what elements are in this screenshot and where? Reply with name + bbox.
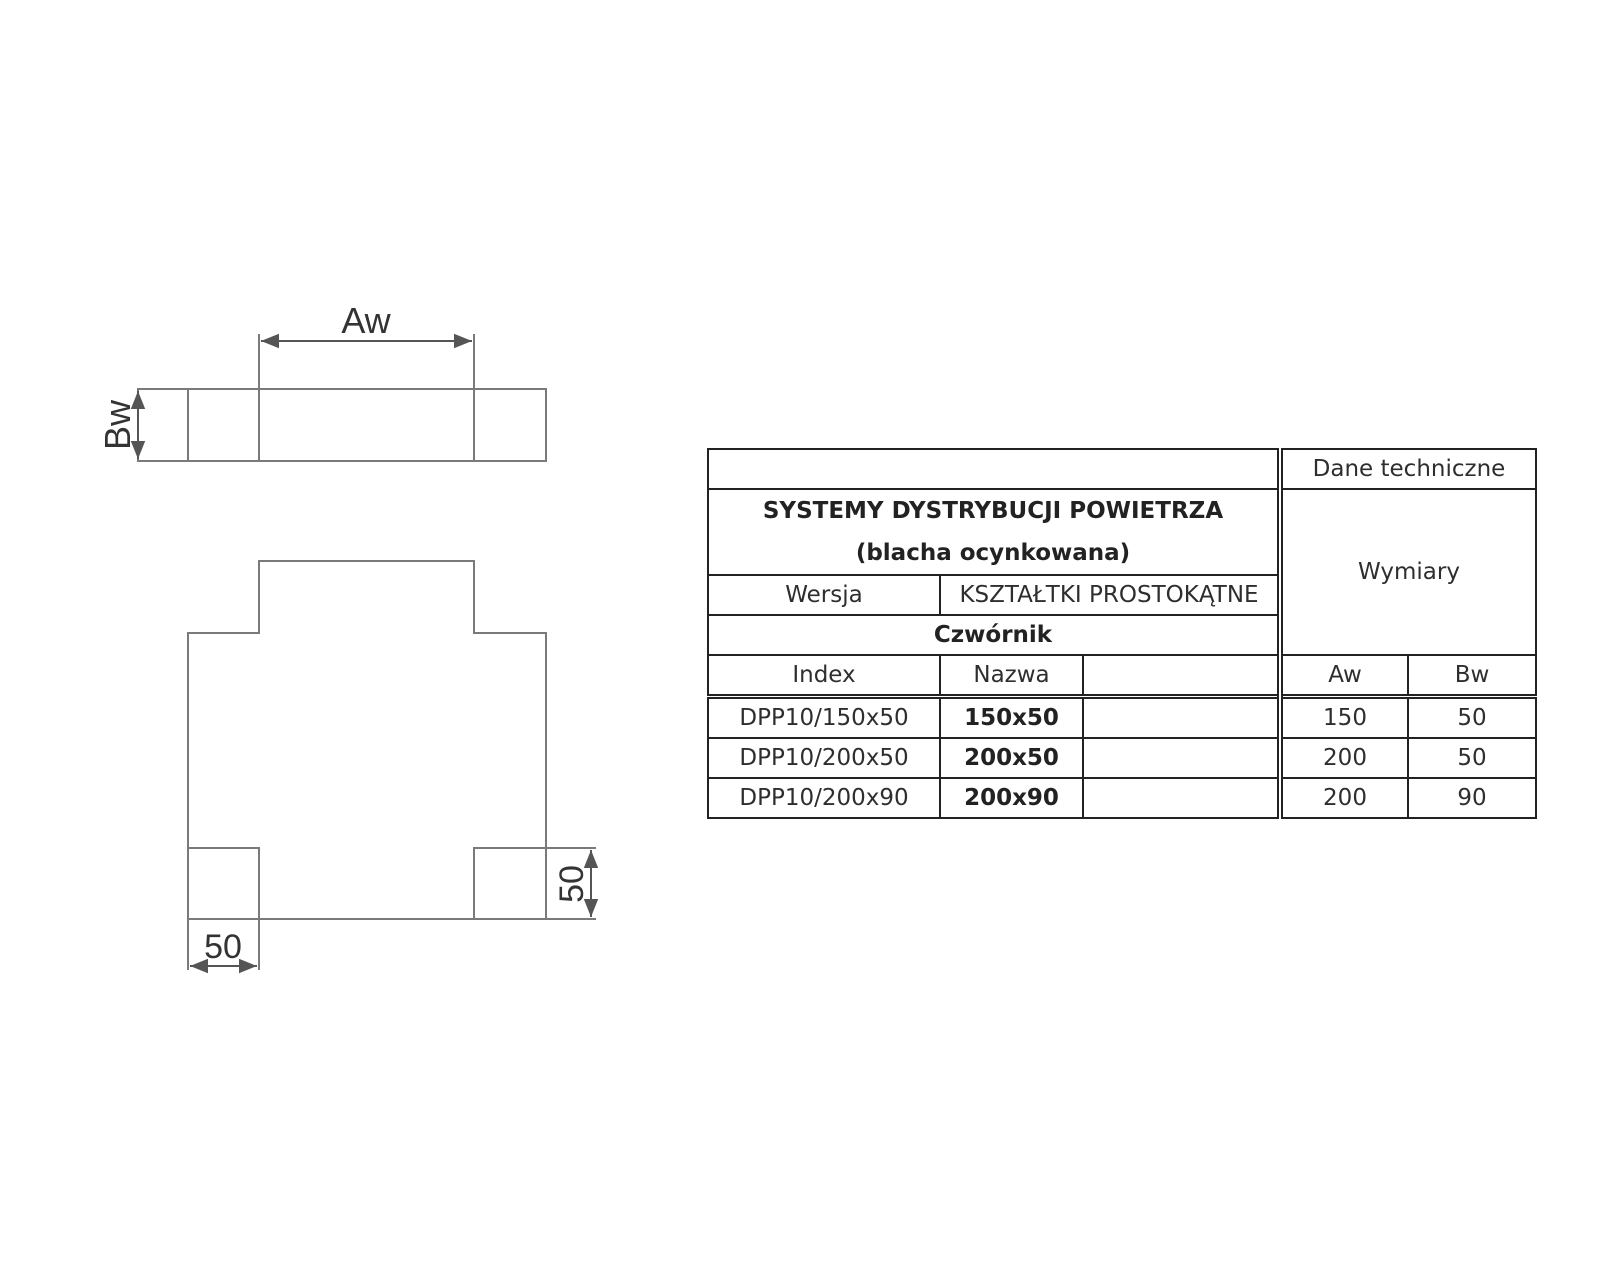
row-empty: [1083, 738, 1280, 778]
row-bw: 50: [1408, 697, 1536, 739]
row-index: DPP10/200x90: [708, 778, 940, 818]
front-view-outline: [188, 561, 546, 919]
row-index: DPP10/150x50: [708, 697, 940, 739]
column-header-empty: [1083, 655, 1280, 697]
system-title-line2: (blacha ocynkowana): [855, 540, 1131, 566]
bw-dimension-label: Bw: [97, 399, 138, 451]
row-aw: 200: [1280, 778, 1408, 818]
dimensions-label: Wymiary: [1280, 489, 1536, 655]
table-row: [708, 697, 1536, 739]
column-header-bw: Bw: [1408, 655, 1536, 697]
column-header-name: Nazwa: [940, 655, 1083, 697]
row-name: 200x50: [940, 738, 1083, 778]
row-empty: [1083, 697, 1280, 739]
version-label: Wersja: [708, 575, 940, 615]
empty-header-cell: [708, 449, 1280, 489]
table-title-row: [708, 489, 1536, 575]
top-view: [138, 334, 546, 461]
row-aw: 200: [1280, 738, 1408, 778]
row-bw: 50: [1408, 738, 1536, 778]
bottom-dimension-label: 50: [204, 928, 242, 966]
aw-dimension-label: Aw: [341, 300, 391, 341]
product-name: Czwórnik: [708, 615, 1280, 655]
column-header-row: [708, 655, 1536, 697]
table-row: [708, 738, 1536, 778]
row-aw: 150: [1280, 697, 1408, 739]
row-empty: [1083, 778, 1280, 818]
specification-table: [707, 448, 1537, 819]
row-bw: 90: [1408, 778, 1536, 818]
system-title: [708, 489, 1280, 575]
table-header-row: [708, 449, 1536, 489]
table-row: [708, 778, 1536, 818]
front-view-bottom-stub: [188, 848, 546, 919]
version-value: KSZTAŁTKI PROSTOKĄTNE: [940, 575, 1280, 615]
row-name: 200x90: [940, 778, 1083, 818]
row-name: 150x50: [940, 697, 1083, 739]
row-index: DPP10/200x50: [708, 738, 940, 778]
tech-data-header: Dane techniczne: [1280, 449, 1536, 489]
front-view: [188, 561, 546, 919]
column-header-index: Index: [708, 655, 940, 697]
column-header-aw: Aw: [1280, 655, 1408, 697]
right-dimension-label: 50: [553, 865, 591, 903]
top-view-outline: [138, 389, 546, 461]
system-title-line1: SYSTEMY DYSTRYBUCJI POWIETRZA: [762, 498, 1224, 524]
